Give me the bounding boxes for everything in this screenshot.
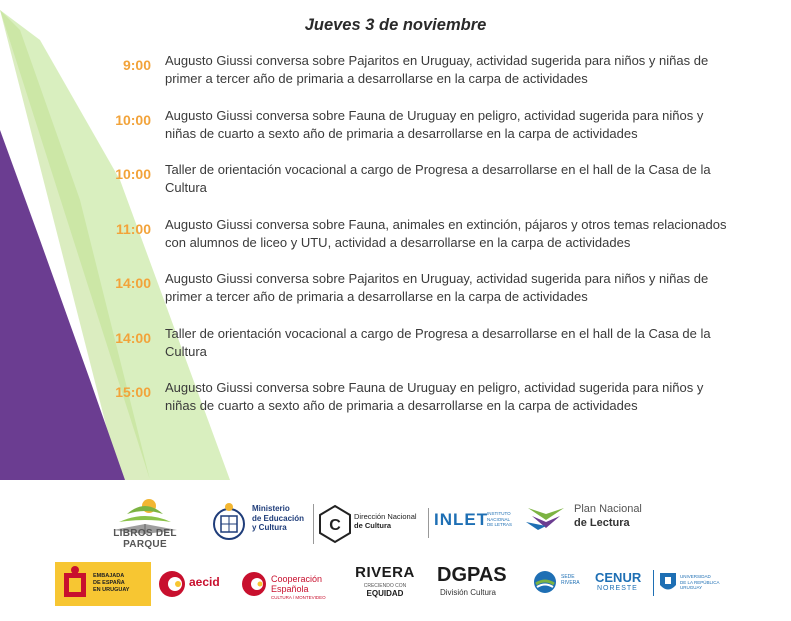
inlet-logo (428, 508, 521, 538)
rivera-line-3: EQUIDAD (366, 589, 404, 598)
event-description: Augusto Giussi conversa sobre Fauna de Uruguay en peligro, actividad sugerida para niños y niñas de cuarto a sexto año de primaria a desarrollarse en la carpa de actividades (165, 380, 704, 413)
inlet-sub-2: NACIONAL (487, 516, 511, 522)
spain-coat-of-arms-icon (60, 565, 90, 603)
inlet-sub-3: DE LETRAS (487, 522, 513, 527)
embajada-espana-logo (55, 562, 151, 606)
aecid-name: aecid (189, 575, 220, 589)
page-title: Jueves 3 de noviembre (304, 16, 487, 34)
aecid-c-icon (157, 569, 187, 599)
mec-line-3: y Cultura (252, 523, 287, 532)
event-time: 9:00 (122, 57, 151, 73)
event-time: 15:00 (115, 384, 151, 400)
cenur-sede-2: RIVERA (561, 580, 580, 586)
dnc-line-2: de Cultura (354, 521, 392, 530)
mec-line-2: de Educación (252, 513, 305, 523)
schedule-item (100, 270, 740, 325)
dnc-text (354, 512, 417, 530)
schedule-item (100, 216, 740, 271)
cooperacion-line-1: Cooperación (271, 574, 323, 584)
cenur-name: CENUR (595, 570, 642, 585)
event-time: 10:00 (115, 111, 151, 128)
cooperacion-sub: CULTURA / MONTEVIDEO (271, 595, 326, 600)
libros-del-parque-text: LIBROS DEL PARQUE (113, 528, 177, 550)
embajada-line-2: DE ESPAÑA (93, 580, 125, 586)
event-time: 14:00 (115, 329, 151, 346)
dgpas-name: DGPAS (437, 564, 507, 586)
dnc-line-1: Dirección Nacional (354, 512, 417, 521)
schedule-list (100, 52, 740, 434)
hexagon-c-icon (317, 504, 353, 544)
cenur-logo (533, 568, 728, 600)
coat-of-arms-icon (210, 500, 248, 544)
rivera-name: RIVERA (355, 564, 415, 581)
cooperacion-line-2: Española (271, 584, 309, 594)
inlet-name: INLET (434, 510, 489, 529)
schedule-item (100, 107, 740, 162)
cooperacion-espanola-logo (238, 562, 335, 606)
cooperacion-text (271, 574, 322, 594)
udelar-line-3: URUGUAY (680, 585, 703, 590)
event-time: 10:00 (115, 166, 151, 182)
svg-text:C: C (329, 517, 341, 534)
mec-line-1: Ministerio (252, 504, 290, 513)
aecid-logo (153, 562, 233, 606)
dgpas-logo (437, 564, 507, 608)
schedule-item (100, 52, 740, 107)
inlet-sub-1: INSTITUTO (487, 511, 511, 516)
plan-nacional-lectura-logo (524, 498, 664, 538)
direccion-nacional-cultura-logo (313, 504, 424, 544)
embajada-line-1: EMBAJADA (93, 573, 125, 579)
book-wings-icon (524, 500, 570, 534)
sponsor-logos (0, 486, 791, 621)
pnl-line-2: de Lectura (574, 517, 630, 529)
event-description: Augusto Giussi conversa sobre Fauna, animales en extinción, pájaros y otros temas relacionados con alumnos de liceo y UTU, actividad a desarrollarse en la carpa de actividades (165, 216, 727, 250)
udelar-text (680, 574, 720, 591)
event-description: Taller de orientación vocacional a cargo de Progresa a desarrollarse en el hall de la Casa de la Cultura (165, 325, 711, 359)
event-time: 11:00 (115, 220, 151, 237)
udelar-shield-icon (659, 572, 677, 594)
rivera-line-2: CRECIENDO CON (363, 583, 407, 589)
embajada-line-3: EN URUGUAY (93, 587, 130, 593)
libros-del-parque-logo (97, 494, 193, 550)
inlet-subtext (487, 511, 512, 528)
rivera-logo (350, 564, 420, 604)
pnl-line-1: Plan Nacional (574, 503, 642, 515)
embajada-text (93, 573, 129, 594)
cenur-sede (561, 574, 580, 586)
event-description: Augusto Giussi conversa sobre Pajaritos en Uruguay, actividad sugerida para niños y niñas de primer a tercer año de primaria a desarrollarse en la carpa de actividades (165, 271, 709, 304)
schedule-item (100, 325, 740, 380)
event-description: Taller de orientación vocacional a cargo de Progresa a desarrollarse en el hall de la Casa de la Cultura (165, 162, 711, 195)
dgpas-sub: División Cultura (439, 588, 497, 597)
event-time: 14:00 (115, 275, 151, 291)
udelar-line-2: DE LA REPÚBLICA (680, 579, 720, 585)
mec-text (252, 504, 304, 533)
pnl-text (574, 502, 642, 530)
schedule-item (100, 379, 740, 434)
schedule-item (100, 161, 740, 216)
udelar-line-1: UNIVERSIDAD (680, 574, 711, 579)
cooperacion-c-icon (240, 570, 268, 598)
event-description: Augusto Giussi conversa sobre Fauna de Uruguay en peligro, actividad sugerida para niños y niñas de cuarto a sexto año de primaria a desarrollarse en la carpa de actividades (165, 107, 704, 141)
cenur-sede-1: SEDE (561, 574, 575, 580)
cenur-region: NORESTE (597, 585, 638, 592)
cenur-divider (653, 570, 654, 596)
event-description: Augusto Giussi conversa sobre Pajaritos en Uruguay, actividad sugerida para niños y niñas de primer a tercer año de primaria a desarrollarse en la carpa de actividades (165, 53, 709, 86)
cenur-circle-icon (533, 570, 557, 594)
mec-logo (210, 500, 310, 544)
